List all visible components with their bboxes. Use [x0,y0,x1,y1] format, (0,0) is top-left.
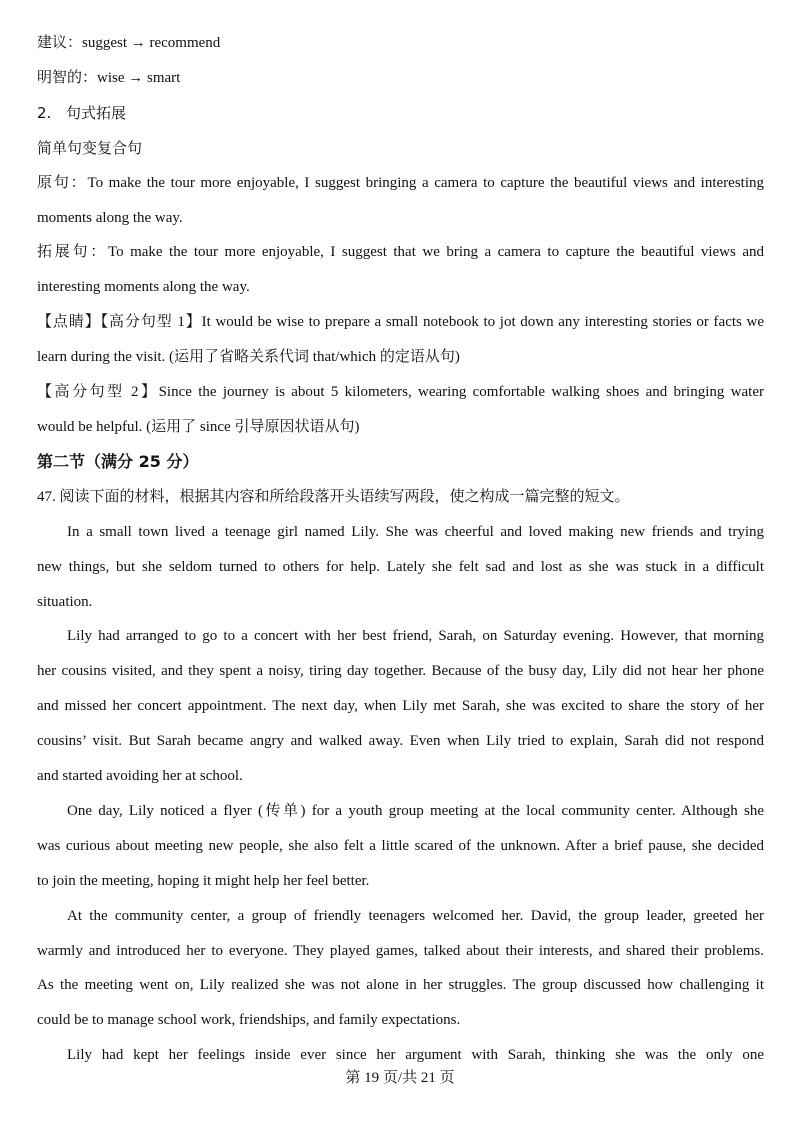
story-paragraph-2-line-2: her cousins visited, and they spent a noisy, tiring day together. Because of the busy day, Lily did not hear her phone [37,663,764,680]
story-paragraph-4-line-1: At the community center, a group of friendly teenagers welcomed her. David, the group leader, greeted her [67,907,764,924]
vocab-line-suggest: 建议：suggest → recommend [37,35,221,51]
pattern-1-line-2: learn during the visit. (运用了省略关系代词 that/which 的定语从句) [37,349,460,366]
story-paragraph-2-line-5: and started avoiding her at school. [37,768,243,785]
story-paragraph-3-line-3: to join the meeting, hoping it might help her feel better. [37,872,370,889]
section-heading-suffix: 分） [166,451,199,471]
subheading-number: 2. [37,103,52,122]
story-paragraph-2-line-3: and missed her concert appointment. The next day, when Lily met Sarah, she was excited to share the story of her [37,698,764,715]
original-sentence-line-1: 原句：To make the tour more enjoyable, I suggest bringing a camera to capture the beautiful views and interesting [37,174,764,191]
story-paragraph-1-line-2: new things, but she seldom turned to others for help. Lately she felt sad and lost as she was stuck in a difficult [37,558,764,575]
subheading-sentence-expansion [37,96,764,131]
original-sentence-line-2: moments along the way. [37,209,183,226]
pattern-2-line-2: would be helpful. (运用了 since 引导原因状语从句) [37,418,360,435]
page-body [37,26,764,1073]
page-number-footer: 第 19 页/共 21 页 [345,1070,455,1086]
expanded-sentence-line-2: interesting moments along the way. [37,279,250,296]
expanded-sentence-line-1: 拓展句：To make the tour more enjoyable, I suggest that we bring a camera to capture the beautiful views and [37,244,764,261]
subheading-text: 句式拓展 [66,103,127,122]
label-simple-to-complex: 简单句变复合句 [37,138,143,157]
story-paragraph-4-line-4: could be to manage school work, friendships, and family expectations. [37,1012,461,1029]
story-paragraph-2-line-1: Lily had arranged to go to a concert with her best friend, Sarah, on Saturday evening. However, that morning [67,628,764,645]
story-paragraph-1-line-1: In a small town lived a teenage girl named Lily. She was cheerful and loved making new friends and trying [67,523,764,540]
story-paragraph-1-line-3: situation. [37,593,93,610]
pattern-1-line-1: 【点睛】【高分句型 1】It would be wise to prepare a small notebook to jot down any interesting stories or facts we [37,314,764,331]
section-score: 25 [138,451,161,471]
pattern-2-line-1: 【高分句型 2】Since the journey is about 5 kilometers, wearing comfortable walking shoes and bringing water [37,384,764,401]
vocab-line-wise: 明智的：wise → smart [37,69,181,86]
section-heading-prefix: 第二节（满分 [37,451,134,471]
story-paragraph-4-line-2: warmly and introduced her to everyone. They played games, talked about their interests, and shared their problems. [37,942,764,959]
section-heading [37,445,764,480]
question-47-instruction: 47. 阅读下面的材料，根据其内容和所给段落开头语续写两段，使之构成一篇完整的短文。 [37,488,630,505]
story-paragraph-5-line-1: Lily had kept her feelings inside ever since her argument with Sarah, thinking she was the only one [67,1047,764,1064]
story-paragraph-4-line-3: As the meeting went on, Lily realized she was not alone in her struggles. The group discussed how challenging it [37,977,764,994]
story-paragraph-2-line-4: cousins’ visit. But Sarah became angry and walked away. Even when Lily tried to explain, Sarah did not respond [37,733,764,750]
story-paragraph-3-line-1: One day, Lily noticed a flyer (传单) for a youth group meeting at the local community center. Although she [67,802,764,819]
story-paragraph-3-line-2: was curious about meeting new people, she also felt a little scared of the unknown. After a brief pause, she decided [37,837,764,854]
